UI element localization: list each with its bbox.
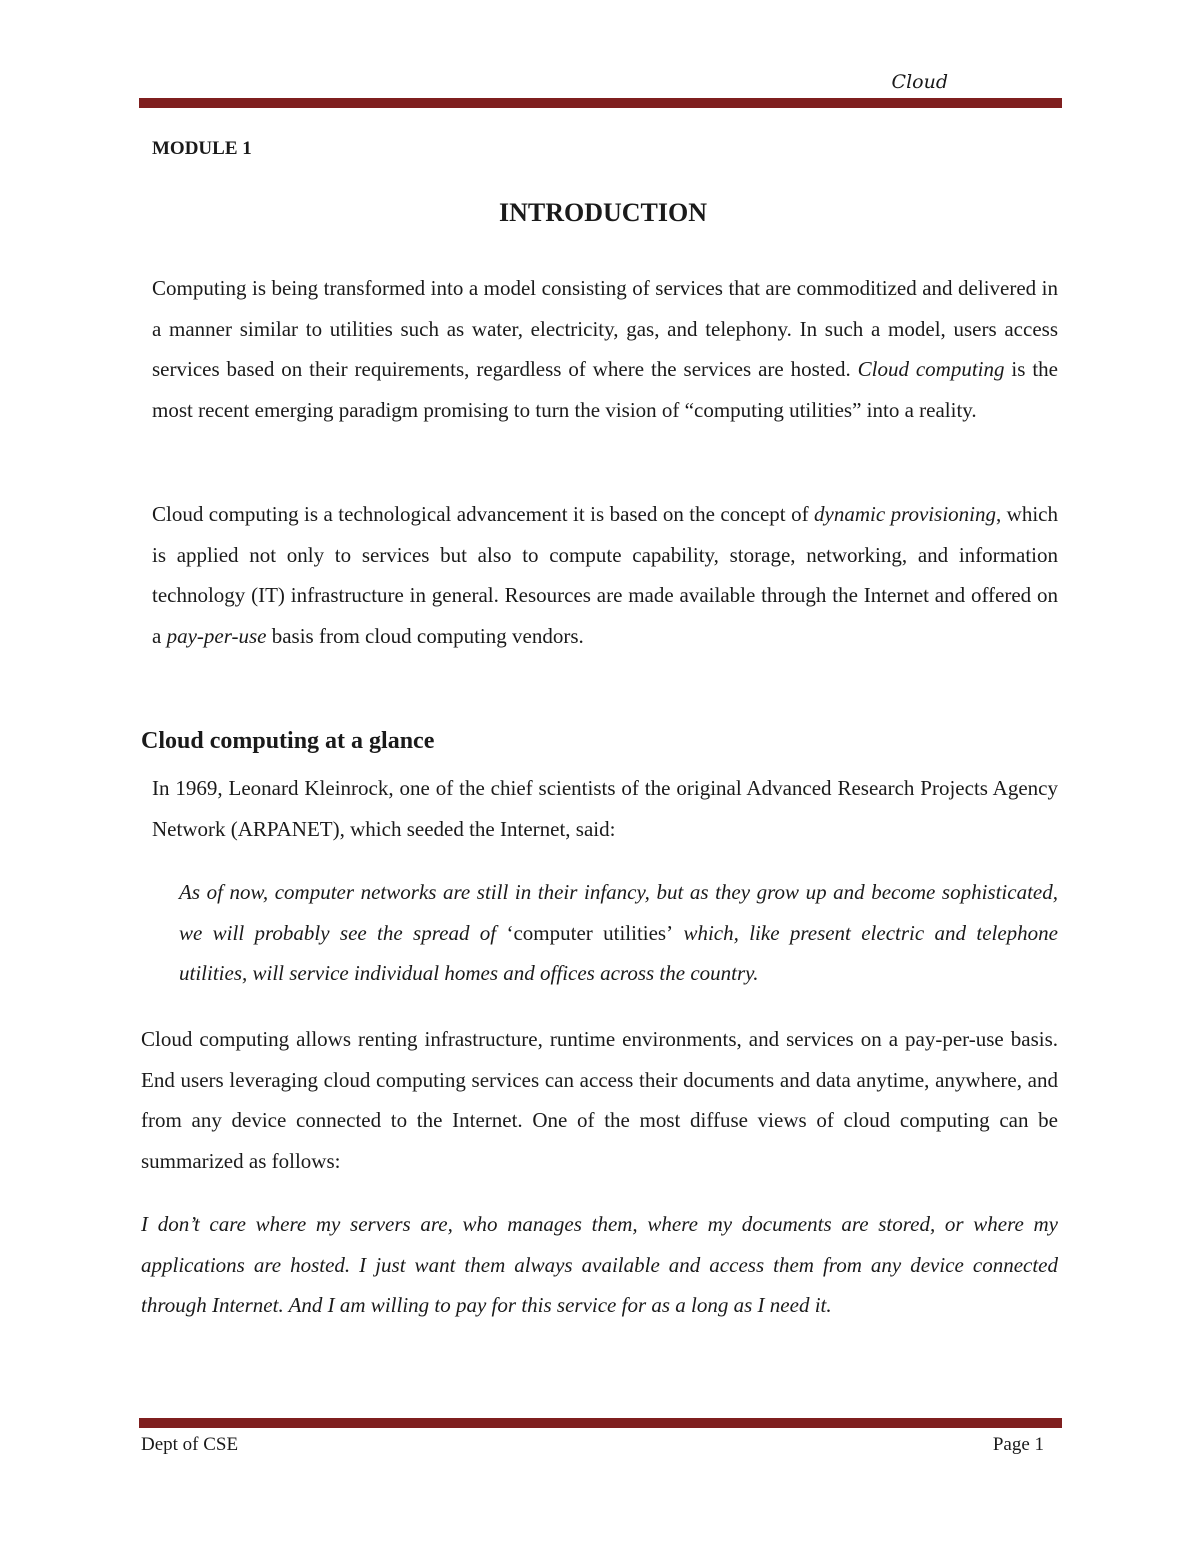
running-header-title: Cloud <box>891 71 948 93</box>
intro-text-a: Computing is being transformed into a model consisting of services that are commoditized and delivered in a manner similar to utilities such as water, electricity, gas, and telephony. In such a model, users access services based on their requirements, regardless of where the services are hosted. <box>152 276 1058 381</box>
page-title: INTRODUCTION <box>498 198 708 227</box>
definition-emphasis-a: dynamic provisioning <box>814 502 996 526</box>
module-label: MODULE 1 <box>152 138 252 159</box>
footer-page-number: Page 1 <box>992 1434 1044 1455</box>
definition-text-a: Cloud computing is a technological advancement it is based on the concept of <box>152 502 815 526</box>
section-heading: Cloud computing at a glance <box>141 728 435 754</box>
intro-text-b: is the most recent emerging paradigm promising to turn the vision of “computing utilities” into a reality. <box>152 357 1058 422</box>
footer-department: Dept of CSE <box>141 1434 239 1455</box>
definition-emphasis-b: pay-per-use <box>166 623 267 648</box>
user-view-quote: I don’t care where my servers are, who manages them, where my documents are stored, or where my applications are hosted. I just want them always available and access them from any device connected through Internet. And I am willing to pay for this service for as a long as I need it. <box>141 1212 1058 1317</box>
kleinrock-quote <box>179 872 1058 994</box>
intro-emphasis: Cloud computing <box>857 357 1005 381</box>
history-paragraph: In 1969, Leonard Kleinrock, one of the chief scientists of the original Advanced Research Projects Agency Network (ARPANET), which seeded the Internet, said: <box>152 776 1058 841</box>
definition-text-b: , which is applied not only to services but also to compute capability, storage, networking, and information technology (IT) infrastructure in general. Resources are made available through the Internet and offered on a <box>152 502 1058 648</box>
kleinrock-quote-text-b: which, like present electric and telephone utilities, will service individual homes and offices across the country. <box>179 920 1059 985</box>
footer-rule <box>139 1418 1062 1428</box>
kleinrock-quote-text-a: As of now, computer networks are still in their infancy, but as they grow up and become sophisticated, we will probably see the spread of <box>179 880 1058 945</box>
definition-paragraph <box>152 494 1058 656</box>
kleinrock-quote-upright: ‘computer utilities’ <box>506 920 674 945</box>
intro-paragraph <box>152 268 1058 430</box>
definition-text-c: basis from cloud computing vendors. <box>266 623 584 648</box>
renting-paragraph: Cloud computing allows renting infrastructure, runtime environments, and services on a pay-per-use basis. End users leveraging cloud computing services can access their documents and data anytime, anywhere, and from any device connected to the Internet. One of the most diffuse views of cloud computing can be summarized as follows: <box>141 1027 1058 1173</box>
header-rule <box>139 98 1062 108</box>
